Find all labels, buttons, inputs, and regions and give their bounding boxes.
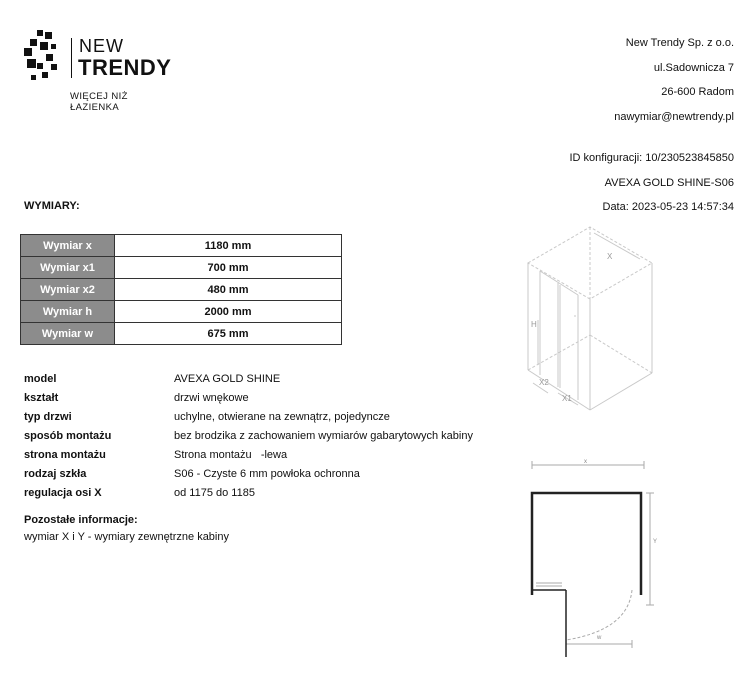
configuration-product: AVEXA GOLD SHINE-S06 xyxy=(604,176,734,189)
spec-value: S06 - Czyste 6 mm powłoka ochronna xyxy=(174,468,360,481)
spec-label: strona montażu xyxy=(24,448,106,461)
list-item xyxy=(24,369,504,388)
list-item xyxy=(24,484,504,503)
spec-label: sposób montażu xyxy=(24,429,112,442)
company-street: ul.Sadownicza 7 xyxy=(653,61,734,74)
iso-label-x2: X2 xyxy=(539,378,549,387)
other-info-text: wymiar X i Y - wymiary zewnętrzne kabiny xyxy=(24,531,229,543)
other-info-title: Pozostałe informacje: xyxy=(24,514,138,526)
dimension-label: Wymiar x xyxy=(21,235,115,257)
list-item xyxy=(24,426,504,445)
company-info xyxy=(614,31,734,130)
spec-label: kształt xyxy=(24,391,59,404)
dimension-value: 700 mm xyxy=(115,257,342,279)
list-item xyxy=(24,388,504,407)
company-name: New Trendy Sp. z o.o. xyxy=(625,37,734,49)
table-row xyxy=(21,323,342,345)
company-logo xyxy=(24,30,174,113)
spec-label: typ drzwi xyxy=(24,410,72,423)
logo-tagline: WIĘCEJ NIŻ ŁAZIENKA xyxy=(70,91,128,113)
configuration-date: Data: 2023-05-23 14:57:34 xyxy=(602,201,734,214)
plan-label-w: w xyxy=(597,635,602,641)
iso-label-x1: X1 xyxy=(562,394,572,403)
dimension-value: 480 mm xyxy=(115,279,342,301)
spec-value: Strona montażu -lewa xyxy=(174,448,288,461)
spec-value: uchylne, otwierane na zewnątrz, pojedyncze xyxy=(174,410,390,423)
logo-divider xyxy=(71,38,72,78)
isometric-drawing xyxy=(500,215,700,415)
table-row xyxy=(21,257,342,279)
dimensions-title: WYMIARY: xyxy=(24,200,80,212)
dimension-value: 1180 mm xyxy=(115,235,342,257)
table-row xyxy=(21,279,342,301)
company-email[interactable]: nawymiar@newtrendy.pl xyxy=(614,111,734,124)
dimensions-table xyxy=(20,234,342,345)
iso-label-h: H xyxy=(531,320,537,329)
logo-text-new: NEW xyxy=(79,36,124,56)
logo-text-trendy: TRENDY xyxy=(78,55,172,80)
spec-value: bez brodzika z zachowaniem wymiarów gabarytowych kabiny xyxy=(174,429,473,442)
dimension-label: Wymiar x1 xyxy=(21,257,115,279)
dimension-label: Wymiar h xyxy=(21,301,115,323)
spec-label: model xyxy=(24,372,57,385)
spec-label: rodzaj szkła xyxy=(24,468,87,481)
plan-label-x: x xyxy=(584,459,587,465)
configuration-info xyxy=(569,146,734,220)
dimension-label: Wymiar w xyxy=(21,323,115,345)
company-city: 26-600 Radom xyxy=(661,86,734,99)
spec-value: drzwi wnękowe xyxy=(174,391,249,404)
dimension-label: Wymiar x2 xyxy=(21,279,115,301)
list-item xyxy=(24,464,504,483)
dimension-value: 2000 mm xyxy=(115,301,342,323)
spec-value: AVEXA GOLD SHINE xyxy=(174,372,281,385)
plan-label-y: Y xyxy=(653,539,658,545)
spec-list xyxy=(24,369,504,503)
plan-drawing xyxy=(520,455,670,665)
list-item xyxy=(24,445,504,464)
list-item xyxy=(24,407,504,426)
spec-label: regulacja osi X xyxy=(24,487,102,500)
logo-mark-icon xyxy=(24,30,64,82)
dimension-value: 675 mm xyxy=(115,323,342,345)
configuration-id: ID konfiguracji: 10/230523845850 xyxy=(569,152,734,164)
table-row xyxy=(21,301,342,323)
iso-label-x: X xyxy=(607,252,613,261)
spec-value: od 1175 do 1185 xyxy=(174,487,255,500)
table-row xyxy=(21,235,342,257)
